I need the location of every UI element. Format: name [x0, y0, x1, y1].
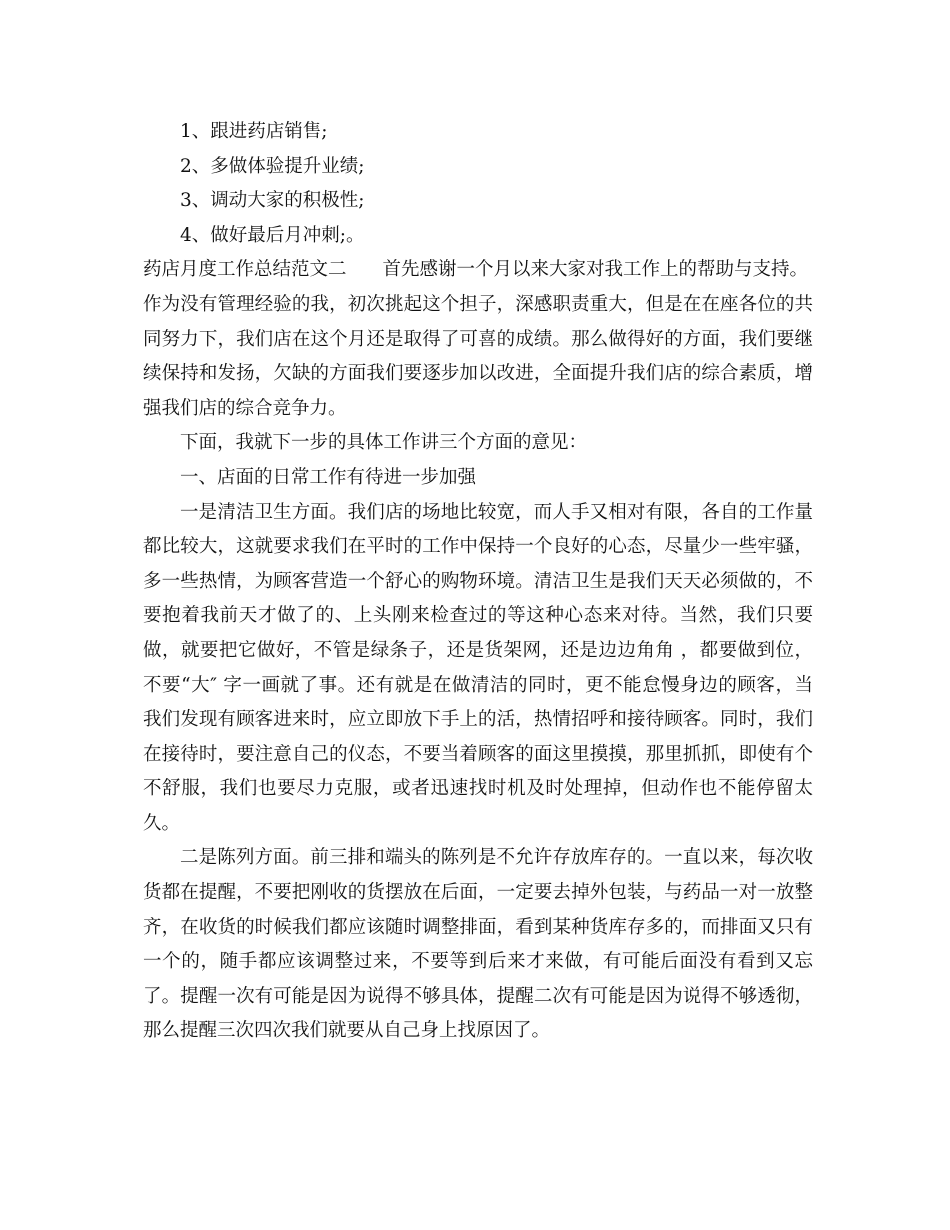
section-title-line [143, 253, 813, 288]
document-body [143, 115, 813, 1049]
intro-line-4: 续保持和发扬，欠缺的方面我们要逐步加以改进，全面提升我们店的综合素质，增 [143, 363, 813, 385]
list-item-3: 3、调动大家的积极性; [180, 190, 365, 212]
para-2-line-5: 了。提醒一次有可能是因为说得不够具体，提醒二次有可能是因为说得不够透彻， [143, 985, 813, 1007]
intro-line-2: 作为没有管理经验的我，初次挑起这个担子，深感职责重大，但是在在座各位的共 [143, 293, 813, 315]
list-item-4: 4、做好最后月冲刺;。 [180, 224, 365, 246]
para-1-line-9: 不舒服，我们也要尽力克服，或者迅速找时机及时处理掉，但动作也不能停留太 [143, 778, 813, 800]
para-1-line-3: 多一些热情，为顾客营造一个舒心的购物环境。清洁卫生是我们天天必须做的，不 [143, 570, 813, 592]
para-2-line-3: 齐，在收货的时候我们都应该随时调整排面，看到某种货库存多的，而排面又只有 [143, 916, 813, 938]
intro-line-1: 首先感谢一个月以来大家对我工作上的帮助与支持。 [382, 259, 809, 281]
intro-line-3: 同努力下，我们店在这个月还是取得了可喜的成绩。那么做得好的方面，我们要继 [143, 328, 813, 350]
section-title: 药店月度工作总结范文二 [143, 259, 347, 281]
para-1-line-10: 久。 [143, 812, 181, 834]
para-2-line-2: 货都在提醒，不要把刚收的货摆放在后面，一定要去掉外包装，与药品一对一放整 [143, 882, 813, 904]
para-2-line-1: 二是陈列方面。前三排和端头的陈列是不允许存放库存的。一直以来，每次收 [180, 847, 813, 869]
para-1-line-4: 要抱着我前天才做了的、上头刚来检查过的等这种心态来对待。当然，我们只要 [143, 605, 813, 627]
list-item-1: 1、跟进药店销售; [180, 121, 328, 142]
intro-line-5: 强我们店的综合竞争力。 [143, 397, 347, 419]
heading-1: 一、店面的日常工作有待进一步加强 [180, 466, 477, 488]
para-1-line-5: 做，就要把它做好，不管是绿条子，还是货架网，还是边边角角 ，都要做到位， [143, 639, 813, 661]
list-item-2: 2、多做体验提升业绩; [180, 155, 365, 177]
para-1-line-8: 在接待时，要注意自己的仪态，不要当着顾客的面这里摸摸，那里抓抓，即使有个 [143, 743, 813, 765]
para-1-line-6: 不要“大″ 字一画就了事。还有就是在做清洁的同时，更不能怠慢身边的顾客，当 [143, 674, 813, 696]
para-1-line-2: 都比较大，这就要求我们在平时的工作中保持一个良好的心态，尽量少一些牢骚， [143, 536, 813, 558]
lead-in: 下面，我就下一步的具体工作讲三个方面的意见： [180, 432, 588, 454]
para-2-line-4: 一个的，随手都应该调整过来，不要等到后来才来做，有可能后面没有看到又忘 [143, 951, 813, 973]
para-1-line-7: 我们发现有顾客进来时，应立即放下手上的活，热情招呼和接待顾客。同时，我们 [143, 709, 813, 731]
para-1-line-1: 一是清洁卫生方面。我们店的场地比较宽，而人手又相对有限，各自的工作量 [180, 501, 813, 523]
para-2-line-6: 那么提醒三次四次我们就要从自己身上找原因了。 [143, 1020, 551, 1042]
